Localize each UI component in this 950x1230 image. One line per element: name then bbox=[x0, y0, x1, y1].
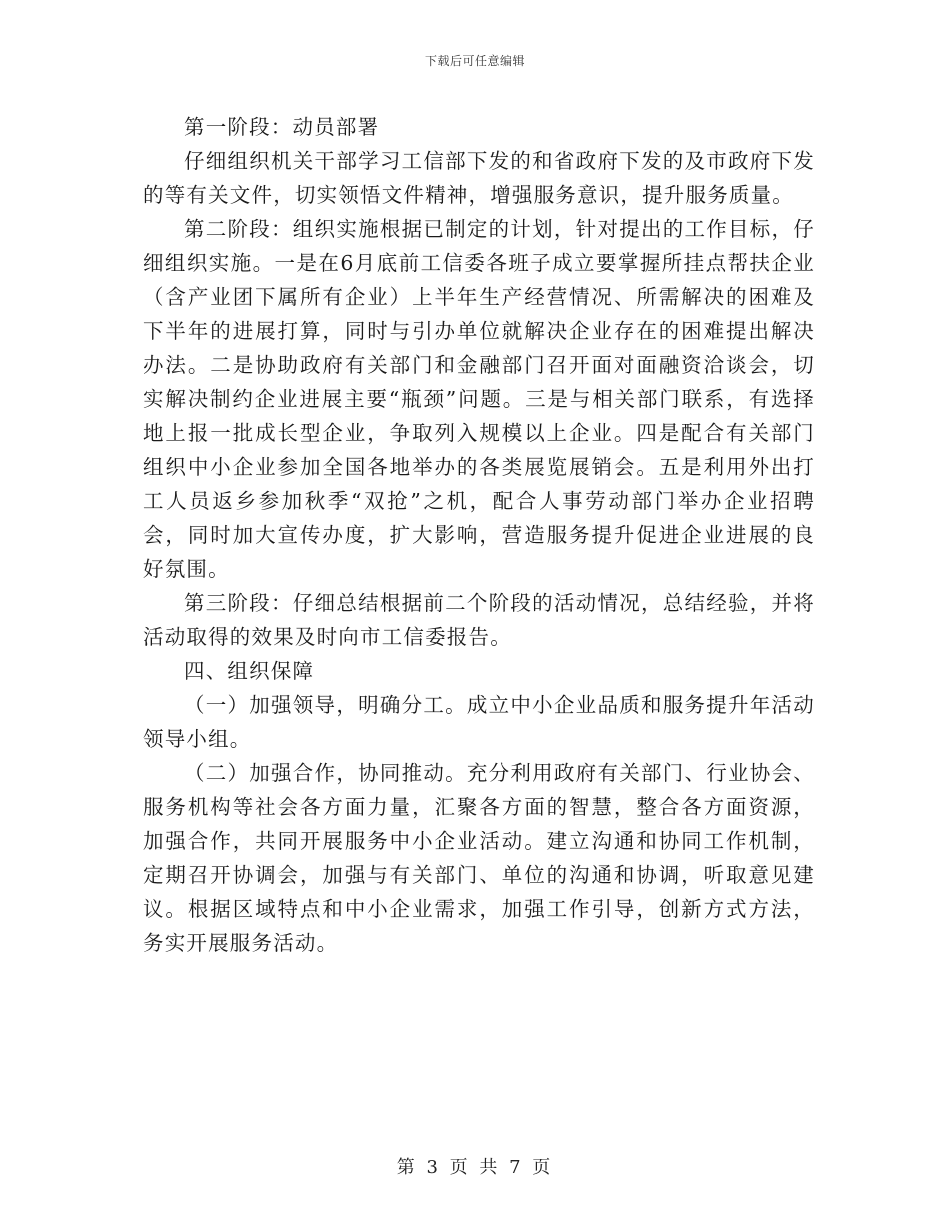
paragraph-stage-one-body: 仔细组织机关干部学习工信部下发的和省政府下发的及市政府下发的等有关文件，切实领悟文件精神，增强服务意识，提升服务质量。 bbox=[143, 149, 815, 207]
paragraph-leadership: （一）加强领导，明确分工。成立中小企业品质和服务提升年活动领导小组。 bbox=[143, 693, 815, 751]
paragraph-stage-one-title: 第一阶段：动员部署 bbox=[184, 115, 380, 139]
page-header: 下载后可任意编辑 bbox=[424, 54, 525, 68]
paragraph-cooperation: （二）加强合作，协同推动。充分利用政府有关部门、行业协会、服务机构等社会各方面力量，汇聚各方面的智慧，整合各方面资源，加强合作，共同开展服务中小企业活动。建立沟通和协同工作机制，定期召开协调会，加强与有关部门、单位的沟通和协调，听取意见建议。根据区域特点和中小企业需求，加强工作引导，创新方式方法，务实开展服务活动。 bbox=[143, 761, 815, 955]
page-number: 第 3 页 共 7 页 bbox=[396, 1157, 554, 1178]
document-body bbox=[143, 110, 815, 960]
paragraph-stage-three: 第三阶段：仔细总结根据前二个阶段的活动情况，总结经验，并将活动取得的效果及时向市工信委报告。 bbox=[143, 591, 815, 649]
paragraph-stage-two: 第二阶段：组织实施根据已制定的计划，针对提出的工作目标，仔细组织实施。一是在6月底前工信委各班子成立要掌握所挂点帮扶企业（含产业团下属所有企业）上半年生产经营情况、所需解决的困难及下半年的进展打算，同时与引办单位就解决企业存在的困难提出解决办法。二是协助政府有关部门和金融部门召开面对面融资洽谈会，切实解决制约企业进展主要“瓶颈”问题。三是与相关部门联系，有选择地上报一批成长型企业，争取列入规模以上企业。四是配合有关部门组织中小企业参加全国各地举办的各类展览展销会。五是利用外出打工人员返乡参加秋季“双抢”之机，配合人事劳动部门举办企业招聘会，同时加大宣传办度，扩大影响，营造服务提升促进企业进展的良好氛围。 bbox=[143, 217, 815, 581]
section-heading-organization: 四、组织保障 bbox=[184, 659, 315, 683]
